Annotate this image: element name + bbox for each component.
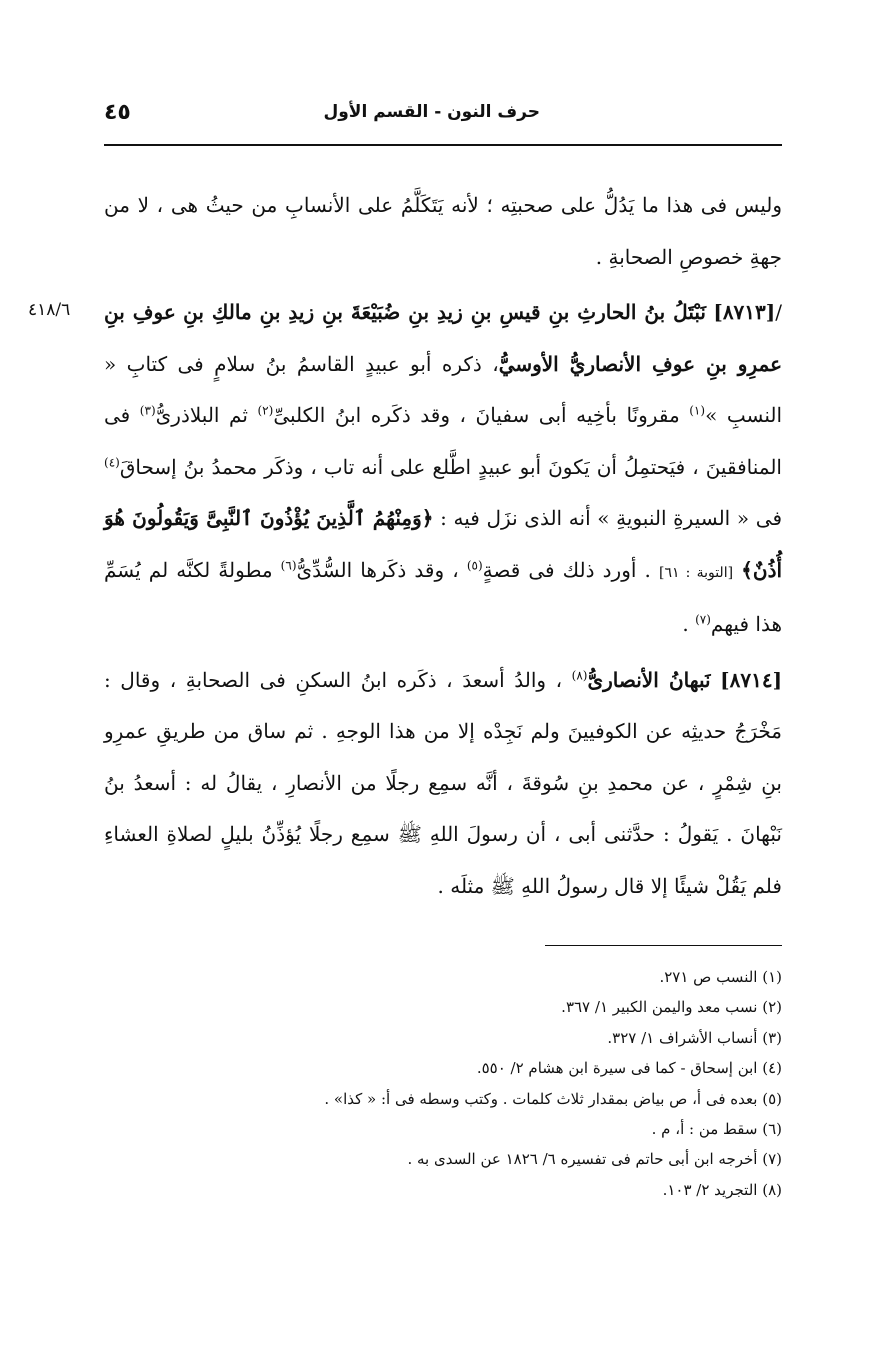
margin-volume-page-ref: ٤١٨/٦: [28, 300, 71, 320]
text-segment: الأنصارِ ، يقالُ له : أسعدُ بنُ نَبْهانَ . يَقولُ : حدَّثنى أبى ، أن رسولَ اللهِ ﷺ: [104, 770, 782, 846]
header-rule: [104, 144, 782, 146]
text-segment: مطولةً لكنَّه لم يُسَمِّ هذا فيهم: [104, 557, 782, 636]
entry-8714: [104, 655, 782, 913]
text-line: هى ، لا من جهةِ خصوصِ الصحابةِ .: [104, 193, 782, 269]
text-segment: وقد ذكَرها السُّدِّىُّ: [296, 557, 445, 582]
text-segment: الصحابةِ ، وقال : مَخْرَجُ حديثِه عن الكوفيينَ ولم نَجِدْه إلا من هذا الوجهِ . ثم: [104, 667, 783, 743]
footnote: (٦) سقط من : أ، م .: [651, 1120, 782, 1139]
text-segment: فى كتابِ « النسبِ »: [104, 351, 783, 427]
page-number: ٤٥: [104, 100, 131, 125]
footnote: (٧) أخرجه ابن أبى حاتم فى تفسيره ٦/ ١٨٢٦ عن السدى به .: [407, 1150, 782, 1169]
text-segment: فى المنافقينَ ، فيَحتمِلُ أن يَكونَ أبو عبيدٍ اطَّلع على أنه تاب ،: [104, 403, 782, 479]
entry-name: نَبهانُ الأنصارىُّ: [587, 667, 711, 692]
text-line: وليس فى هذا ما يَدُلُّ على صحبتِه ؛ لأنه يَتَكَلَّمُ على الأنسابِ من حيثُ: [205, 193, 782, 217]
text-segment: ، والدُ أسعدَ ، ذكَره ابنُ السكنِ فى: [259, 667, 563, 692]
text-segment: البلاذرىُّ: [155, 403, 220, 427]
entry-name: نَبْتَلُ بنُ الحارثِ بنِ قيسِ بنِ زيدِ بنِ ضُبَيْعَةَ بنِ زيدِ بنِ مالكِ بنِ: [183, 300, 706, 324]
footnote: (٣) أنساب الأشراف ١/ ٣٢٧.: [607, 1028, 782, 1047]
footnote-ref: (٤): [104, 454, 120, 469]
text-segment: ثم: [229, 403, 248, 427]
entry-8713: [104, 287, 782, 651]
text-segment: . أورد ذلك فى قصةٍ: [482, 557, 651, 582]
quran-verse: ﴿وَمِنْهُمُ ٱلَّذِينَ يُؤْذُونَ ٱلنَّبِىَّ وَيَقُولُونَ هُوَ أُذُنٌ﴾: [104, 506, 783, 582]
entry-number: [٨٧١٤]: [720, 667, 783, 692]
footnote-ref: (٣): [139, 403, 156, 418]
text-segment: ساق من طريقِ عمرِو بنِ شِمْرٍ ، عن محمدِ بنِ سُوقةَ ، أنَّه سمِع رجلًا من: [104, 719, 782, 795]
text-segment: مقرونًا بأخِيه أبى سفيانَ ، وقد ذكَره ابنُ الكلبىِّ: [273, 403, 680, 427]
running-title: حرف النون - القسم الأول: [323, 102, 540, 122]
text-segment: .: [682, 612, 689, 636]
quran-reference: [التوبة : ٦١]: [658, 564, 734, 581]
text-segment: ، ذكره أبو عبيدٍ القاسمُ بنُ سلامٍ: [214, 351, 499, 376]
entry-slash-mark: /: [775, 300, 782, 324]
text-segment: فى « السيرةِ النبويةِ » أنه الذى نزَل فيه :: [440, 506, 783, 530]
paragraph-intro: [104, 180, 782, 283]
footnote-ref: (٦): [280, 557, 297, 572]
footnote: (٤) ابن إسحاق - كما فى سيرة ابن هشام ٢/ ٥٥٠.: [476, 1059, 782, 1078]
text-segment: وذكَر محمدُ بنُ إسحاقَ: [119, 454, 304, 479]
text-segment: ،: [452, 557, 459, 582]
entry-number: [٨٧١٣]: [713, 300, 776, 324]
entry-name-continued: عوفِ بنِ عمرِو بنِ عوفِ الأنصاريُّ الأوسيُّ: [104, 300, 782, 376]
footnote: (٢) نسب معد واليمن الكبير ١/ ٣٦٧.: [561, 998, 782, 1017]
text-segment: سمِع رجلًا يُؤذِّنُ بليلٍ لصلاةِ العشاءِ فلم يَقُلْ شيئًا إلا قال رسولُ اللهِ ﷺ مثلَه .: [104, 822, 782, 898]
footnote-ref: (٢): [257, 403, 274, 418]
footnote: (١) النسب ص ٢٧١.: [659, 968, 782, 986]
main-text: [104, 180, 782, 912]
footnote-ref: (٧): [695, 612, 711, 627]
footnote-ref: (٨): [571, 667, 588, 682]
footnote-separator: [545, 945, 782, 946]
footnotes: [104, 962, 782, 1205]
footnote: (٥) بعده فى أ، ص بياض بمقدار ثلاث كلمات . وكتب وسطه فى أ: « كذا» .: [324, 1089, 782, 1108]
footnote-ref: (١): [689, 403, 706, 418]
page-header: [104, 100, 782, 132]
footnote: (٨) التجريد ٢/ ١٠٣.: [662, 1180, 782, 1199]
footnote-ref: (٥): [466, 557, 483, 572]
